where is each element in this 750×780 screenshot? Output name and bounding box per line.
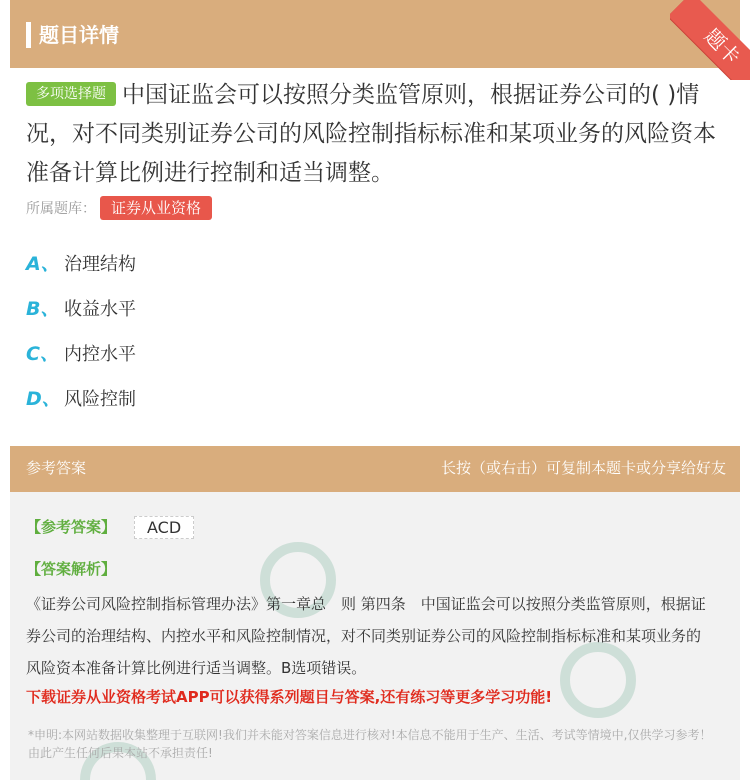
option-text: 收益水平 [64,299,136,320]
option-d[interactable] [26,383,136,428]
option-letter: B、 [26,298,60,320]
option-letter: A、 [26,253,60,275]
question-text-block [26,76,726,193]
answer-body [10,492,740,780]
disclaimer: *申明:本网站数据收集整理于互联网!我们并未能对答案信息进行核对!本信息不能用于生产、生活、考试等情境中,仅供学习参考！由此产生任何后果本站不承担责任! [28,728,712,760]
option-b[interactable] [26,293,136,338]
app-promo-link[interactable]: 下载证券从业资格考试APP可以获得系列题目与答案,还有练习等更多学习功能! [26,688,553,706]
header-bar [10,0,746,70]
answer-header [10,446,740,492]
question-card [10,0,746,780]
option-a[interactable] [26,248,136,293]
answer-label: 【参考答案】 [26,518,117,536]
analysis-text: 《证券公司风险控制指标管理办法》第一章总 则 第四条 中国证监会可以按照分类监管原则，根据证券公司的治理结构、内控水平和风险控制情况，对不同类别证券公司的风险控制指标标准和某项业务的风险资本准备计算比例进行适当调整。B选项错误。 [26,595,706,677]
header-accent [26,22,31,48]
option-text: 内控水平 [64,344,136,365]
corner-badge: 题卡 [670,0,750,80]
answer-value: ACD [134,516,194,539]
answer-section-title: 参考答案 [26,459,87,477]
category-tag[interactable]: 证券从业资格 [100,196,212,220]
options-list [26,248,136,428]
question-text: 中国证监会可以按照分类监管原则，根据证券公司的( )情况，对不同类别证券公司的风险控制指标标准和某项业务的风险资本准备计算比例进行控制和适当调整。 [26,82,716,186]
option-c[interactable] [26,338,136,383]
share-hint: 长按（或右击）可复制本题卡或分享给好友 [440,459,726,477]
option-letter: C、 [26,343,59,365]
option-letter: D、 [26,388,61,410]
option-text: 风险控制 [64,389,136,410]
question-bank-label: 所属题库： [26,201,96,217]
question-bank [26,196,212,221]
page-title: 题目详情 [39,23,119,47]
corner-ribbon [670,0,750,80]
analysis-label: 【答案解析】 [26,560,117,578]
option-text: 治理结构 [64,254,136,275]
question-type-tag: 多项选择题 [26,82,116,106]
